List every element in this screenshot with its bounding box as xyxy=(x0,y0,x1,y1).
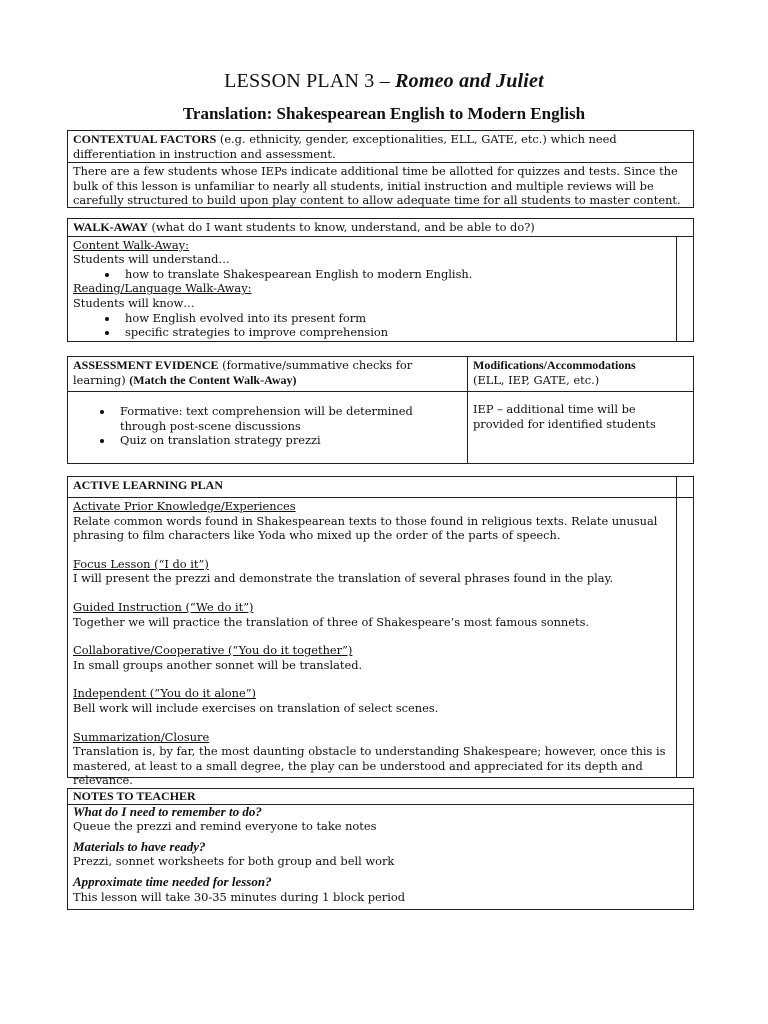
notes-body xyxy=(68,805,693,905)
section-body: I will present the prezzi and demonstrate the translation of several phrases found in the play. xyxy=(73,571,614,586)
active-learning-plan-table xyxy=(67,476,694,788)
section-heading: Collaborative/Cooperative (“You do it together”) xyxy=(73,643,353,658)
section-heading: Activate Prior Knowledge/Experiences xyxy=(73,499,296,513)
walk-away-note: (what do I want students to know, understand, and be able to do?) xyxy=(147,220,535,234)
content-walk-away-intro: Students will understand… xyxy=(73,252,230,267)
notes-label: NOTES TO TEACHER xyxy=(68,789,693,805)
list-item: • Quiz on translation strategy prezzi xyxy=(114,433,462,448)
page-title xyxy=(0,70,768,93)
assessment-label: ASSESSMENT EVIDENCE xyxy=(73,358,219,372)
active-plan-header-row xyxy=(68,477,693,498)
section-heading: Guided Instruction (“We do it”) xyxy=(73,599,254,614)
notes-answer: Queue the prezzi and remind everyone to take notes xyxy=(73,819,377,834)
notes-question: Approximate time needed for lesson? xyxy=(73,873,272,889)
section-body: Translation is, by far, the most daunting obstacle to understanding Shakespeare; however, once this is mastered, at least to a small degree, the play can be understood and appreciated for its depth and relevance. xyxy=(73,744,666,788)
list-item: • specific strategies to improve comprehension xyxy=(119,325,671,340)
assessment-evidence-table xyxy=(67,356,694,464)
assessment-match-label: (Match the Content Walk-Away) xyxy=(129,372,297,387)
active-plan-body xyxy=(68,498,676,788)
notes-question: Materials to have ready? xyxy=(73,838,206,854)
assessment-list xyxy=(68,404,462,448)
section-body: In small groups another sonnet will be translated. xyxy=(73,657,363,672)
page-subtitle: Translation: Shakespearean English to Modern English xyxy=(182,104,586,123)
active-plan-side-column xyxy=(676,498,693,778)
reading-walk-away-intro: Students will know… xyxy=(73,295,195,310)
content-walk-away-list xyxy=(73,267,671,282)
walk-away-table xyxy=(67,218,694,342)
contextual-factors-table xyxy=(67,130,694,208)
walk-away-body xyxy=(68,237,676,341)
list-item: • how English evolved into its present form xyxy=(119,311,671,326)
section-body: Relate common words found in Shakespearean texts to those found in religious texts. Relate unusual phrasing to film characters like Yoda who mixed up the order of the parts of speech. xyxy=(73,513,658,543)
reading-walk-away-list xyxy=(73,311,671,340)
section-body: Together we will practice the translation of three of Shakespeare’s most famous sonnets. xyxy=(73,614,590,629)
assessment-body-row xyxy=(68,392,693,464)
modifications-header xyxy=(468,357,693,391)
assessment-body xyxy=(68,392,468,464)
contextual-factors-label: CONTEXTUAL FACTORS xyxy=(73,132,217,146)
modifications-body: IEP – additional time will be provided for identified students xyxy=(473,402,656,431)
list-item: • how to translate Shakespearean English to modern English. xyxy=(119,267,671,282)
walk-away-body-row xyxy=(68,237,693,341)
reading-walk-away-heading: Reading/Language Walk-Away: xyxy=(73,281,252,296)
assessment-note: (formative/summative checks for learning) xyxy=(73,358,413,387)
modifications-note: (ELL, IEP, GATE, etc.) xyxy=(473,372,600,387)
title-work: Romeo and Juliet xyxy=(395,70,544,92)
assessment-header-row xyxy=(68,357,693,392)
walk-away-header xyxy=(68,219,693,237)
title-prefix: LESSON PLAN 3 – xyxy=(224,70,396,92)
contextual-factors-header xyxy=(68,131,693,163)
notes-to-teacher-table xyxy=(67,788,694,910)
notes-answer: This lesson will take 30-35 minutes during 1 block period xyxy=(73,889,406,904)
list-item: • Formative: text comprehension will be determined through post-scene discussions xyxy=(114,404,462,433)
active-plan-header-side xyxy=(676,477,693,497)
contextual-factors-body: There are a few students whose IEPs indicate additional time be allotted for quizzes and tests. Since the bulk of this lesson is unfamiliar to nearly all students, initial instruction and multiple reviews will be carefully structured to build upon play content to allow adequate time for all students to master content. xyxy=(73,164,681,208)
active-plan-body-row xyxy=(68,498,693,788)
active-plan-label: ACTIVE LEARNING PLAN xyxy=(73,478,224,492)
contextual-factors-note: (e.g. ethnicity, gender, exceptionalities, ELL, GATE, etc.) which need differentiation in instruction and assessment. xyxy=(73,132,617,161)
section-heading: Independent (“You do it alone”) xyxy=(73,686,256,701)
assessment-header xyxy=(68,357,468,391)
walk-away-label: WALK-AWAY xyxy=(73,220,148,234)
section-heading: Focus Lesson (“I do it”) xyxy=(73,556,209,571)
section-body: Bell work will include exercises on translation of select scenes. xyxy=(73,700,439,715)
content-walk-away-heading: Content Walk-Away: xyxy=(73,237,189,252)
modifications-label: Modifications/Accommodations xyxy=(473,358,636,372)
section-heading: Summarization/Closure xyxy=(73,729,210,744)
walk-away-side-column xyxy=(676,237,693,341)
notes-question: What do I need to remember to do? xyxy=(73,803,262,819)
notes-answer: Prezzi, sonnet worksheets for both group and bell work xyxy=(73,854,395,869)
